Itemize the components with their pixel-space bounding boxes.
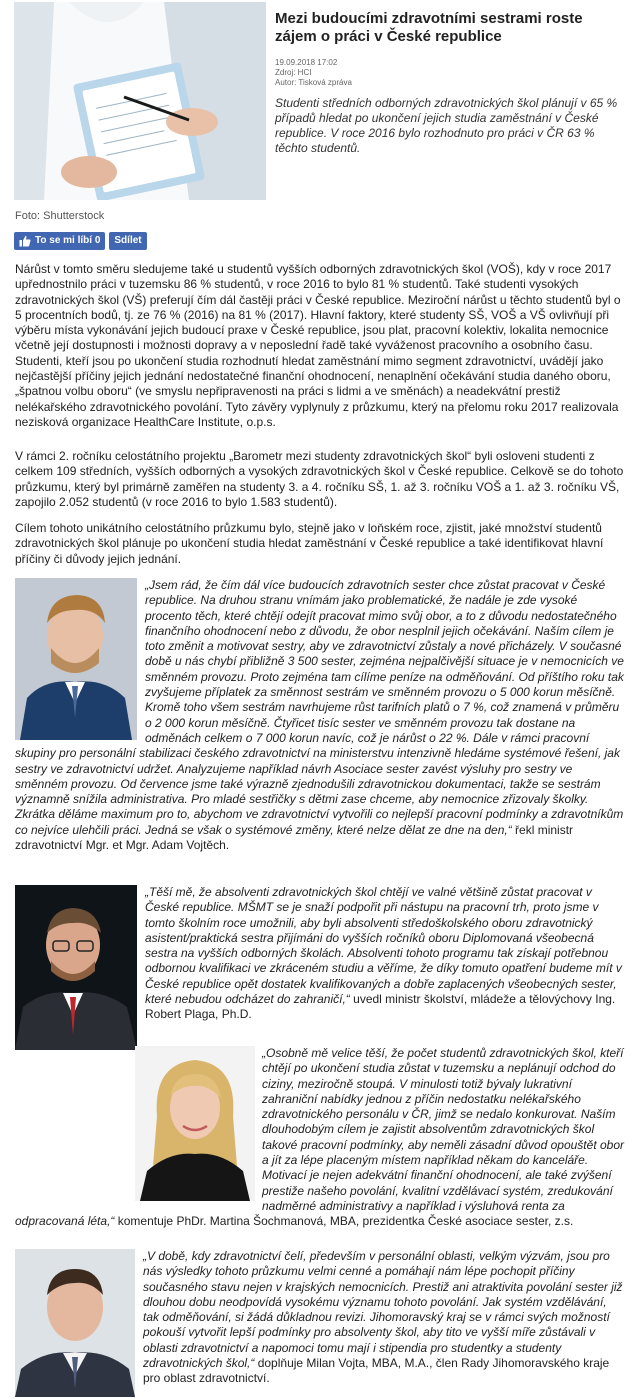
article-source: Zdroj: HCI	[275, 68, 312, 77]
article-title: Mezi budoucími zdravotními sestrami roste zájem o práci v České republice	[275, 10, 583, 45]
quote-3-attribution: komentuje PhDr. Martina Šochmanová, MBA, prezidentka České asociace sester, z.s.	[114, 1214, 574, 1229]
social-buttons	[14, 232, 147, 250]
quote-4-attribution: doplňuje Milan Vojta, MBA, M.A., člen Rady Jihomoravského kraje pro oblast zdravotnictví.	[143, 1356, 610, 1386]
portrait-adam-vojtech	[15, 578, 137, 740]
quote-1-attribution: řekl ministr zdravotnictví Mgr. et Mgr. Adam Vojtěch.	[15, 822, 574, 853]
quote-block-2	[15, 885, 625, 1052]
article-meta	[275, 58, 352, 88]
hero-photo-nurse	[14, 2, 266, 200]
portrait-robert-plaga	[15, 885, 137, 1050]
photo-credit: Foto: Shutterstock	[15, 210, 105, 222]
paragraph-1: Nárůst v tomto směru sledujeme také u studentů vyšších odborných zdravotnických škol (VOŠ), kdy v roce 2017 upřednostnilo práci v tuzemsku 86 % studentů, v roce 2016 to bylo 81 % studentů. Také studenti vysokých zdravotnických škol (VŠ) preferují čím dál častěji práci v České republice. Meziroční nárůst u těchto studentů byl o 5 procentních bodů, tj. ze 76 % (2016) na 81 % (2017). Hlavní faktory, které studenty SŠ, VOŠ a VŠ ovlivňují při výběru místa vykonávání jejich budoucí praxe v České republice, jsou plat, pracovní kolektiv, lokalita nemocnice včetně její dostupnosti i možnosti dopravy a v neposlední řadě také vyváženost pracovního a osobního času. Studenti, kteří jsou po ukončení studia rozhodnutí hledat zaměstnání mimo segment zdravotnictví, uvádějí jako nejčastější příčiny jejich jednání nedostatečné finanční ohodnocení, nenaplnění očekávání studia daného oboru, „špatnou volbu oboru“ (ve smyslu nepřipravenosti na práci s lidmi a ve směnách) a neadekvátní prestiž nelékařského zdravotnického povolání. Tyto závěry vyplynuly z průzkumu, který na přelomu roku 2017 realizovala nezisková organizace HealthCare Institute, o.p.s.	[15, 262, 621, 429]
like-button[interactable]	[14, 232, 105, 250]
portrait-milan-vojta	[15, 1249, 135, 1397]
article-author: Autor: Tisková zpráva	[275, 78, 352, 87]
quote-2-attribution: uvedl ministr školství, mládeže a tělovýchovy Ing. Robert Plaga, Ph.D.	[145, 992, 616, 1022]
quote-block-1	[15, 578, 625, 853]
quote-block-3	[15, 1046, 625, 1230]
quote-2-text: „Těší mě, že absolventi zdravotnických škol chtějí ve valné většině zůstat pracovat v České republice. MŠMT se je snaží podpořit při nástupu na pracovní trh, proto jsme v tomto školním roce umožnili, aby byli absolventi středoškolského oboru zdravotnický asistent/praktická sestra přijímáni do vyšších ročníků oboru Diplomovaná všeobecná sestra na vyšších odborných školách. Absolventi tohoto programu tak získají potřebnou odbornou kvalifikaci ve zkráceném studiu a věříme, že díky tomuto opatření budeme mít v České republice opět dostatek kvalifikovaných a dobře zaplacených všeobecných sester, které nebudou odcházet do zahraničí,“	[145, 885, 622, 1007]
article-lead: Studenti středních odborných zdravotnických škol plánují v 65 % případů hledat po ukončení jejich studia zaměstnání v České republice. V roce 2016 bylo rozhodnuto pro práci v ČR 63 % těchto studentů.	[275, 96, 618, 155]
article-date: 19.09.2018 17:02	[275, 58, 338, 67]
paragraph-3: Cílem tohoto unikátního celostátního průzkumu bylo, stejně jako v loňském roce, zjistit, jaké množství studentů zdravotnických škol plánuje po ukončení studia hledat zaměstnání v České republice a také identifikovat hlavní příčiny či důvody jejich jednání.	[15, 521, 604, 566]
share-button[interactable]	[109, 232, 146, 250]
share-label: Sdílet	[114, 235, 142, 246]
quote-1-text: „Jsem rád, že čím dál více budoucích zdravotních sester chce zůstat pracovat v České republice. Na druhou stranu vnímám jako problematické, že nadále je zde vysoké procento těch, které chtějí odejít pracovat mimo svůj obor, a to z důvodu nedostatečného finančního ohodnocení nebo z důvodu, že obor nesplnil jejich očekávání. Naším cílem je toto změnit a motivovat sestry, aby ve zdravotnictví zůstaly a nové přicházely. V současné době u nás chybí přibližně 3 500 sester, zejména nejpalčivější situace je v nemocnicích ve směnném provozu. Proto zejména tam cílíme peníze na odměňování. Od příštího roku tak zvyšujeme příplatek za směnnost sestrám ve směnném provozu o 5 000 korun měsíčně. Kromě toho všem sestrám navrhujeme růst tarifních platů o 7 %, což znamená v průměru o 2 000 korun měsíčně. Čtyřicet tisíc sester ve směnném provozu tak dostane na odměnách celkem o 7 000 korun navíc, což je nárůst o 22 %. Dále v rámci pracovní skupiny pro personální stabilizaci českého zdravotnictví na ministerstvu intenzivně hledáme systémové řešení, jak sestry ve zdravotnictví udržet. Analyzujeme například návrh Asociace sester zavést výsluhy pro sestry ve směnném provozu. Od července jsme také výrazně zjednodušili zdravotnickou dokumentaci, takže se sestrám významně snížila administrativa. Pro mladé sestřičky s dětmi zase chceme, aby nemocnice zřizovaly školky. Zkrátka děláme maximum pro to, abychom ve zdravotnictví vytvořili co nejlepší pracovní podmínky a zdravotníkům co nejvíce ulehčili práci. Jedná se však o systémové změny, které nelze dělat ze dne na den,“	[15, 578, 624, 837]
quote-3-text: „Osobně mě velice těší, že počet studentů zdravotnických škol, kteří chtějí po ukončení studia zůstat v tuzemsku a neplánují odchod do ciziny, meziročně stoupá. V minulosti totiž bývaly lukrativní zahraniční nabídky jednou z příčin nedostatku nelékařského zdravotnického personálu v ČR, jimž se nedalo konkurovat. Naším dlouhodobým cílem je zajistit absolventům zdravotnických škol takové pracovní podmínky, aby neměli zásadní důvod opouštět obor a jít za lépe placeným místem například někam do kanceláře. Motivací je nejen adekvátní finanční ohodnocení, ale také zvýšení prestiže našeho povolání, kvalitní vzdělávací systém, zredukování nadměrné administrativy a například i výsluhová renta za odpracovaná léta,“	[15, 1046, 624, 1229]
quote-4-text: „V době, kdy zdravotnictví čelí, především v personální oblasti, velkým výzvám, jsou pro nás výsledky tohoto průzkumu velmi cenné a pomáhají nám lépe pochopit příčiny současného stavu nejen v krajských nemocnicích. Prestiž ani atraktivita povolání sester již dlouhou dobu neodpovídá vysokému významu tohoto povolání. Jak systém vzdělávání, tak odměňování, si žádá důkladnou revizi. Jihomoravský kraj se v rámci svých možností pokouší vytvořit lepší podmínky pro absolventy škol, aby tito ve vyšší míře zůstávali v oblasti zdravotnictví a napomoci tomu mají i stipendia pro studentky a studenty zdravotnických škol,“	[143, 1249, 623, 1371]
thumbs-up-icon	[19, 235, 31, 247]
quote-block-4	[15, 1249, 625, 1399]
like-label: To se mi líbí 0	[35, 235, 101, 246]
portrait-martina-sochmanova	[135, 1046, 255, 1201]
paragraph-2: V rámci 2. ročníku celostátního projektu „Barometr mezi studenty zdravotnických škol“ byli osloveni studenti z celkem 109 středních, vyšších odborných a vysokých zdravotnických škol v České republice. Celkově se do tohoto průzkumu, který byl primárně zaměřen na studenty 3. a 4. ročníku SŠ, 1. až 3. ročníku VOŠ a 1. až 3. ročníku VŠ, zapojilo 2.052 studentů (v roce 2016 to bylo 1.583 studentů).	[15, 449, 624, 509]
